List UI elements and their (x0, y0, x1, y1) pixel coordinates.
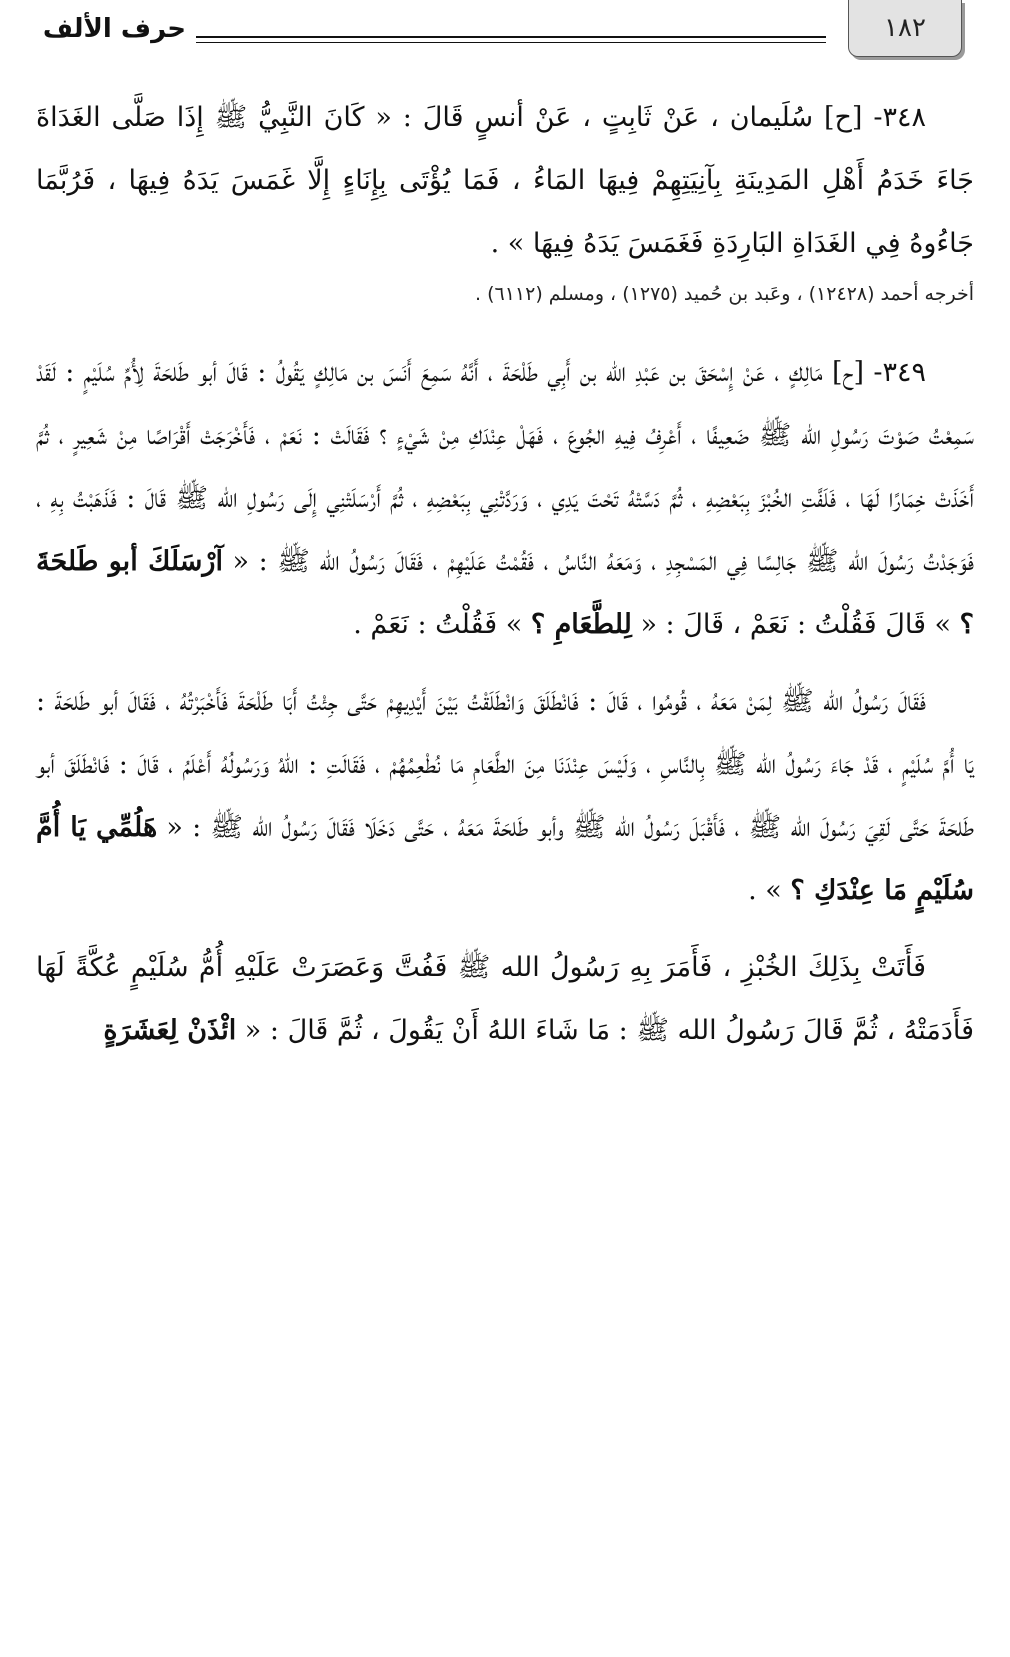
hadith-number: ٣٤٩- (873, 357, 926, 388)
hadith-text: فَقَالَ رَسُولُ الله ﷺ لِمَنْ مَعَهُ ، قُومُوا ، قَالَ : فَانْطَلَقَ وَانْطَلَقْتُ بَيْنَ أَيْدِيهِمْ حَتَّى جِئْتُ أَبَا طَلْحَةَ فَأَخْبَرْتُهُ ، فَقَالَ أبو طَلحَةَ : يَا أُمَّ سُلَيْمٍ ، قَدْ جَاءَ رَسُولُ الله ﷺ بِالنَّاسِ ، وَلَيْسَ عِنْدَنَا مِنَ الطَّعَامِ مَا نُطْعِمُهُمْ ، فَقَالَتِ : اللهُ وَرَسُولُهُ أَعْلَمُ ، قَالَ : فَانْطَلَقَ أبو طَلحَةَ حَتَّى لَقِيَ رَسُولَ الله ﷺ ، فَأَقْبَلَ رَسُولُ الله ﷺ وأبو طَلحَةَ مَعَهُ ، حَتَّى دَخَلَا فَقَالَ رَسُولُ الله ﷺ : « (36, 686, 974, 843)
page-number: ١٨٢ (848, 0, 962, 57)
chapter-title: حرف الألف (42, 14, 186, 44)
page-content (36, 86, 974, 1062)
hadith-348 (36, 86, 974, 275)
hadith-349-paragraph-2 (36, 670, 974, 922)
prophet-quote: هَلُمِّي يَا أُمَّ سُلَيْمٍ مَا عِنْدَكِ ؟ (36, 812, 974, 906)
hadith-text: فَأَتَتْ بِذَلِكَ الخُبْزِ ، فَأَمَرَ بِهِ رَسُولُ الله ﷺ فَفُتَّ وَعَصَرَتْ عَلَيْهِ أُمُّ سُلَيْمٍ عُكَّةً لَهَا فَأَدَمَتْهُ ، ثُمَّ قَالَ رَسُولُ الله ﷺ : مَا شَاءَ اللهُ أَنْ يَقُولَ ، ثُمَّ قَالَ : « (36, 952, 974, 1046)
header-rule (196, 36, 826, 38)
hadith-number: ٣٤٨- (873, 102, 926, 133)
header-rule-thin (196, 42, 826, 43)
hadith-349-paragraph-3 (36, 936, 974, 1062)
prophet-quote: ائْذَنْ لِعَشَرَةٍ (103, 1015, 237, 1046)
hadith-text: » قَالَ فَقُلْتُ : نَعَمْ ، قَالَ : « (631, 609, 960, 640)
page-header (0, 0, 1010, 70)
hadith-text: » . (748, 875, 791, 906)
hadith-349 (36, 341, 974, 656)
hadith-text: » فَقُلْتُ : نَعَمْ . (353, 609, 531, 640)
takhrij-348: أخرجه أحمد (١٢٤٢٨) ، وعَبد بن حُميد (١٢٧٥) ، ومسلم (٦١١٢) . (475, 283, 974, 305)
hadith-text: [ح] سُلَيمان ، عَنْ ثَابِتٍ ، عَنْ أنسٍ قَالَ : « كَانَ النَّبِيُّ ﷺ إِذَا صَلَّى الغَدَاةَ جَاءَ خَدَمُ أَهْلِ المَدِينَةِ بِآنِيَتِهِمْ فِيهَا المَاءُ ، فَمَا يُؤْتَى بِإِنَاءٍ إِلَّا غَمَسَ يَدَهُ فِيهَا ، فَرُبَّمَا جَاءُوهُ فِي الغَدَاةِ البَارِدَةِ فَغَمَسَ يَدَهُ فِيهَا » . (36, 102, 974, 259)
prophet-quote: آرْسَلَكَ أبو طَلحَةَ ؟ (36, 546, 974, 640)
prophet-quote: لِلطَّعَامِ ؟ (530, 609, 632, 640)
hadith-text: [ح] مَالِكٍ ، عَنْ إِسْحَقَ بن عَبْدِ الله بن أَبِي طَلْحَةَ ، أَنَّهُ سَمِعَ أَنَسَ بن مَالِكٍ يَقُولُ : قَالَ أبو طَلحَةَ لِأُمِّ سُلَيْمٍ : لَقَدْ سَمِعْتُ صَوْتَ رَسُولِ الله ﷺ ضَعِيفًا ، أَعْرِفُ فِيهِ الجُوعَ ، فَهَلْ عِنْدَكِ مِنْ شَيْءٍ ؟ فَقَالَتْ : نَعَمْ ، فَأَخْرَجَتْ أَقْرَاصًا مِنْ شَعِيرٍ ، ثُمَّ أَخَذَتْ خِمَارًا لَهَا ، فَلَفَّتِ الخُبْزَ بِبَعْضِهِ ، ثُمَّ دَسَّتْهُ تَحْتَ يَدِي ، وَرَدَّتْنِي بِبَعْضِهِ ، ثُمَّ أَرْسَلَتْنِي إِلَى رَسُولِ الله ﷺ قَالَ : فَذَهَبْتُ بِهِ ، فَوَجَدْتُ رَسُولَ الله ﷺ جَالِسًا فِي المَسْجِدِ ، وَمَعَهُ النَّاسُ ، فَقُمْتُ عَلَيْهِمْ ، فَقَالَ رَسُولُ الله ﷺ : « (36, 357, 975, 577)
